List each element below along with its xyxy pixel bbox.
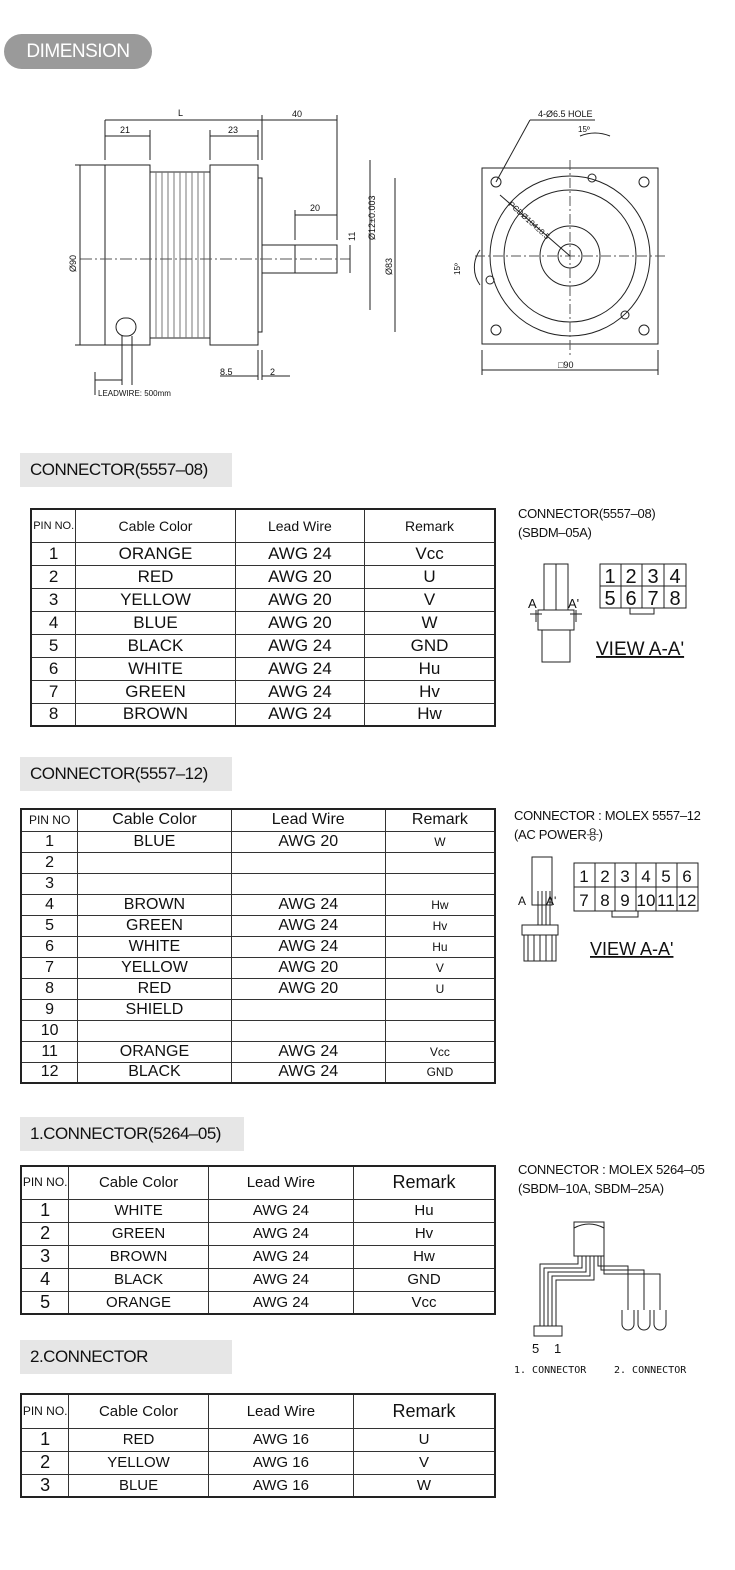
connector-5557-12-diagram	[514, 855, 714, 970]
dim-21: 21	[120, 125, 131, 135]
col-remark: Remark	[365, 509, 495, 542]
pin-cell: 3	[21, 1474, 69, 1497]
color-cell: YELLOW	[76, 588, 235, 611]
remark-cell: GND	[365, 634, 495, 657]
connector-5557-08-caption	[518, 504, 655, 542]
grid-pin: 3	[620, 867, 630, 886]
remark-cell: Hw	[354, 1245, 496, 1268]
grid-pin: 2	[625, 566, 637, 588]
caption-line: CONNECTOR : MOLEX 5264–05	[518, 1162, 705, 1177]
remark-cell: Hw	[365, 703, 495, 726]
color-cell: YELLOW	[78, 957, 231, 978]
wire-cell: AWG 16	[208, 1474, 353, 1497]
wire-cell: AWG 20	[235, 588, 364, 611]
leadwire-label: LEADWIRE: 500mm	[98, 389, 171, 398]
pin-cell: 3	[31, 588, 76, 611]
pin-cell: 6	[21, 936, 78, 957]
color-cell: ORANGE	[76, 542, 235, 565]
color-cell: RED	[78, 978, 231, 999]
pin-cell: 12	[21, 1062, 78, 1083]
wire-cell: AWG 20	[235, 611, 364, 634]
label-a-prime: A'	[568, 596, 580, 611]
caption-line: (AC POWER용)	[514, 827, 603, 842]
pin-cell: 5	[31, 634, 76, 657]
remark-cell: GND	[385, 1062, 495, 1083]
table-row	[21, 936, 495, 957]
remark-cell: U	[354, 1428, 495, 1451]
caption-line: (SBDM–05A)	[518, 525, 592, 540]
wire-cell: AWG 24	[208, 1222, 353, 1245]
col-pin-no: PIN NO.	[31, 509, 76, 542]
dim-d12: Ø12±0.003	[367, 195, 377, 240]
caption-line: CONNECTOR(5557–08)	[518, 506, 656, 521]
table-row	[31, 542, 495, 565]
remark-cell: W	[354, 1474, 495, 1497]
grid-pin: 8	[669, 588, 681, 610]
grid-pin: 10	[636, 891, 656, 910]
remark-cell: GND	[354, 1268, 496, 1291]
wire-cell: AWG 16	[208, 1428, 353, 1451]
pin-cell: 2	[21, 1222, 69, 1245]
remark-cell: V	[354, 1451, 495, 1474]
remark-cell: Hu	[365, 657, 495, 680]
table-row	[21, 978, 495, 999]
remark-cell: Vcc	[354, 1291, 496, 1314]
col-lead-wire: Lead Wire	[208, 1394, 353, 1428]
remark-cell: Hv	[365, 680, 495, 703]
wire-cell: AWG 20	[231, 957, 385, 978]
col-lead-wire: Lead Wire	[235, 509, 364, 542]
color-cell: BLACK	[69, 1268, 208, 1291]
color-cell: BROWN	[69, 1245, 208, 1268]
pin-cell: 4	[21, 894, 78, 915]
remark-cell	[385, 999, 495, 1020]
pin-cell: 2	[21, 1451, 69, 1474]
remark-cell	[385, 1020, 495, 1041]
grid-pin: 7	[579, 891, 589, 910]
color-cell: ORANGE	[78, 1041, 231, 1062]
color-cell: GREEN	[76, 680, 235, 703]
pin-cell: 2	[21, 852, 78, 873]
section-header-connector-5557-08: CONNECTOR(5557–08)	[20, 453, 232, 487]
color-cell: RED	[76, 565, 235, 588]
grid-pin: 4	[669, 566, 681, 588]
col-remark: Remark	[354, 1166, 496, 1199]
pin-cell: 3	[21, 873, 78, 894]
label-a: A	[518, 894, 527, 908]
grid-pin: 5	[604, 588, 616, 610]
table-row	[21, 1291, 495, 1314]
view-a-a-label: VIEW A-A'	[590, 939, 674, 959]
col-cable-color: Cable Color	[69, 1166, 208, 1199]
remark-cell: Hv	[354, 1222, 496, 1245]
grid-pin: 6	[682, 867, 692, 886]
remark-cell: U	[385, 978, 495, 999]
dim-23: 23	[228, 125, 239, 135]
pin-cell: 7	[21, 957, 78, 978]
color-cell: WHITE	[78, 936, 231, 957]
wire-cell: AWG 24	[208, 1199, 353, 1222]
grid-pin: 5	[661, 867, 671, 886]
table-row	[21, 873, 495, 894]
table-header-row	[21, 1394, 495, 1428]
table-row	[21, 957, 495, 978]
grid-pin: 9	[620, 891, 630, 910]
connector-5557-12-caption	[514, 806, 701, 844]
wire-cell: AWG 20	[231, 831, 385, 852]
grid-pin: 12	[677, 891, 697, 910]
color-cell: BLUE	[76, 611, 235, 634]
pin-table-5557-12	[20, 808, 496, 1084]
grid-pin: 1	[579, 867, 589, 886]
connector-1-label: 1. CONNECTOR	[514, 1365, 587, 1376]
pin-cell: 1	[21, 1428, 69, 1451]
pin-cell: 4	[21, 1268, 69, 1291]
pin-cell: 5	[21, 915, 78, 936]
table-header-row	[31, 509, 495, 542]
table-row	[21, 1041, 495, 1062]
color-cell: GREEN	[78, 915, 231, 936]
connector-5264-05-caption	[518, 1160, 705, 1198]
color-cell: BROWN	[78, 894, 231, 915]
hole-label: 4-Ø6.5 HOLE	[538, 109, 593, 119]
grid-pin: 1	[604, 566, 616, 588]
pin-cell: 6	[31, 657, 76, 680]
pin-cell: 7	[31, 680, 76, 703]
table-row	[21, 852, 495, 873]
pin-cell: 1	[31, 542, 76, 565]
col-cable-color: Cable Color	[78, 809, 231, 831]
pin-cell: 2	[31, 565, 76, 588]
col-cable-color: Cable Color	[69, 1394, 208, 1428]
pin-cell: 5	[21, 1291, 69, 1314]
table-row	[31, 680, 495, 703]
pin-5-label: 5	[532, 1341, 540, 1356]
remark-cell: V	[385, 957, 495, 978]
pin-table-5557-08	[30, 508, 496, 727]
color-cell: WHITE	[69, 1199, 208, 1222]
table-row	[21, 1428, 495, 1451]
pcd-label: PCDØ104±0.5	[506, 199, 552, 242]
col-pin-no: PIN NO.	[21, 1166, 69, 1199]
remark-cell: U	[365, 565, 495, 588]
remark-cell: V	[365, 588, 495, 611]
color-cell	[78, 852, 231, 873]
dim-l: L	[178, 108, 184, 118]
color-cell: RED	[69, 1428, 208, 1451]
motor-front-view-drawing	[453, 100, 670, 380]
col-pin-no: PIN NO.	[21, 1394, 69, 1428]
caption-line: CONNECTOR : MOLEX 5557–12	[514, 808, 701, 823]
connector-5264-05-diagram	[508, 1218, 708, 1383]
table-row	[21, 1268, 495, 1291]
pin-cell: 8	[31, 703, 76, 726]
color-cell	[78, 873, 231, 894]
color-cell: ORANGE	[69, 1291, 208, 1314]
color-cell: GREEN	[69, 1222, 208, 1245]
wire-cell: AWG 16	[208, 1451, 353, 1474]
grid-pin: 8	[600, 891, 610, 910]
table-row	[31, 657, 495, 680]
col-remark: Remark	[385, 809, 495, 831]
grid-pin: 4	[641, 867, 651, 886]
pin-cell: 9	[21, 999, 78, 1020]
pin-cell: 11	[21, 1041, 78, 1062]
remark-cell: Hu	[354, 1199, 496, 1222]
wire-cell: AWG 24	[235, 680, 364, 703]
color-cell: BLUE	[78, 831, 231, 852]
table-row	[21, 1062, 495, 1083]
dim-2: 2	[270, 367, 276, 377]
remark-cell	[385, 873, 495, 894]
wire-cell: AWG 24	[208, 1268, 353, 1291]
dim-40: 40	[292, 109, 303, 119]
wire-cell: AWG 24	[235, 542, 364, 565]
color-cell: BLACK	[76, 634, 235, 657]
col-remark: Remark	[354, 1394, 495, 1428]
table-header-row	[21, 1166, 495, 1199]
wire-cell: AWG 24	[231, 915, 385, 936]
table-row	[31, 588, 495, 611]
table-row	[21, 1199, 495, 1222]
dim-20: 20	[310, 203, 321, 213]
pin-cell: 3	[21, 1245, 69, 1268]
remark-cell: Vcc	[365, 542, 495, 565]
wire-cell: AWG 24	[208, 1245, 353, 1268]
grid-pin: 3	[647, 566, 659, 588]
pin-cell: 10	[21, 1020, 78, 1041]
table-row	[21, 999, 495, 1020]
wire-cell	[231, 873, 385, 894]
table-header-row	[21, 809, 495, 831]
table-row	[21, 1474, 495, 1497]
caption-line: (SBDM–10A, SBDM–25A)	[518, 1181, 664, 1196]
table-row	[31, 634, 495, 657]
angle-top-label: 15º	[578, 125, 590, 134]
wire-cell: AWG 24	[231, 1062, 385, 1083]
remark-cell: Hw	[385, 894, 495, 915]
color-cell: BLUE	[69, 1474, 208, 1497]
wire-cell: AWG 24	[235, 657, 364, 680]
dim-11: 11	[347, 231, 357, 241]
remark-cell: Hv	[385, 915, 495, 936]
wire-cell: AWG 24	[235, 703, 364, 726]
table-row	[21, 915, 495, 936]
label-a-prime: A'	[546, 894, 557, 908]
section-header-connector-5557-12: CONNECTOR(5557–12)	[20, 757, 232, 791]
wire-cell	[231, 852, 385, 873]
color-cell: SHIELD	[78, 999, 231, 1020]
table-row	[21, 1245, 495, 1268]
table-row	[21, 1222, 495, 1245]
table-row	[21, 894, 495, 915]
square-90-label: □90	[558, 360, 574, 370]
table-row	[31, 611, 495, 634]
col-pin-no: PIN NO	[21, 809, 78, 831]
grid-pin: 6	[625, 588, 637, 610]
wire-cell: AWG 20	[235, 565, 364, 588]
color-cell: YELLOW	[69, 1451, 208, 1474]
col-lead-wire: Lead Wire	[208, 1166, 353, 1199]
col-lead-wire: Lead Wire	[231, 809, 385, 831]
dim-d83: Ø83	[384, 257, 394, 275]
color-cell: BROWN	[76, 703, 235, 726]
pin-cell: 4	[31, 611, 76, 634]
color-cell: WHITE	[76, 657, 235, 680]
label-a: A	[528, 596, 537, 611]
remark-cell	[385, 852, 495, 873]
remark-cell: W	[385, 831, 495, 852]
table-row	[21, 831, 495, 852]
section-header-connector-5264-05: 1.CONNECTOR(5264–05)	[20, 1117, 244, 1151]
wire-cell: AWG 24	[235, 634, 364, 657]
color-cell: BLACK	[78, 1062, 231, 1083]
connector-5557-08-diagram	[520, 560, 700, 670]
dim-8-5: 8.5	[220, 367, 233, 377]
col-cable-color: Cable Color	[76, 509, 235, 542]
motor-side-view-drawing	[50, 100, 410, 410]
dim-d90: Ø90	[68, 254, 78, 272]
remark-cell: Hu	[385, 936, 495, 957]
color-cell	[78, 1020, 231, 1041]
grid-pin: 11	[657, 891, 675, 910]
view-a-a-label: VIEW A-A'	[596, 639, 685, 660]
dimension-title: DIMENSION	[4, 34, 152, 69]
pin-table-2-connector	[20, 1393, 496, 1498]
pin-1-label: 1	[554, 1341, 562, 1356]
pin-cell: 1	[21, 831, 78, 852]
wire-cell	[231, 1020, 385, 1041]
remark-cell: Vcc	[385, 1041, 495, 1062]
grid-pin: 7	[647, 588, 659, 610]
remark-cell: W	[365, 611, 495, 634]
section-header-2-connector: 2.CONNECTOR	[20, 1340, 232, 1374]
pin-table-5264-05	[20, 1165, 496, 1315]
wire-cell: AWG 24	[231, 1041, 385, 1062]
wire-cell: AWG 24	[208, 1291, 353, 1314]
connector-2-label: 2. CONNECTOR	[614, 1365, 687, 1376]
pin-cell: 8	[21, 978, 78, 999]
wire-cell: AWG 20	[231, 978, 385, 999]
wire-cell: AWG 24	[231, 936, 385, 957]
pin-cell: 1	[21, 1199, 69, 1222]
grid-pin: 2	[600, 867, 610, 886]
table-row	[31, 565, 495, 588]
table-row	[21, 1020, 495, 1041]
table-row	[21, 1451, 495, 1474]
table-row	[31, 703, 495, 726]
wire-cell: AWG 24	[231, 894, 385, 915]
angle-left-label: 15º	[453, 263, 462, 275]
wire-cell	[231, 999, 385, 1020]
